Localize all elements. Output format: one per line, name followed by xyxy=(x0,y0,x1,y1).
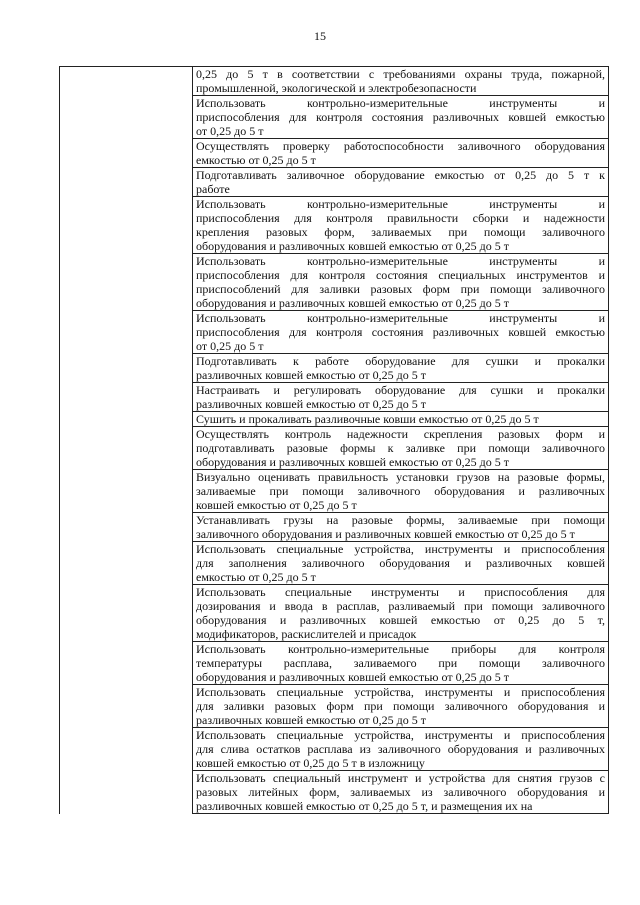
activity-text-line: Настраивать и регулировать оборудование для сушки и прокалки xyxy=(196,383,605,397)
activity-text-line: Осуществлять контроль надежности скрепления разовых форм и xyxy=(196,427,605,441)
activity-text-line: приспособления для контроля состояния разливочных ковшей емкостью xyxy=(196,325,605,339)
activity-text-line: Визуально оценивать правильность установки грузов на разовые формы, xyxy=(196,470,605,484)
activity-cell xyxy=(193,427,609,470)
activity-text-line: разливочных ковшей емкостью от 0,25 до 5 т xyxy=(196,397,427,411)
activity-text-line: модификаторов, раскислителей и присадок xyxy=(196,627,417,641)
activity-text-line: заливаемые при помощи заливочного оборудования и разливочных xyxy=(196,484,605,498)
left-column-cell xyxy=(60,67,193,814)
activity-cell xyxy=(193,254,609,311)
activity-text-line: емкостью от 0,25 до 5 т xyxy=(196,570,316,584)
activity-cell xyxy=(193,542,609,585)
activity-cell xyxy=(193,513,609,542)
activity-text-line: приспособления для контроля правильности сборки и надежности xyxy=(196,211,605,225)
activity-text-line: Использовать специальные устройства, инструменты и приспособления xyxy=(196,542,605,556)
activity-text-line: для слива остатков расплава из заливочного оборудования и разливочных xyxy=(196,742,605,756)
activity-cell xyxy=(193,96,609,139)
activity-text-line: разливочных ковшей емкостью от 0,25 до 5 т xyxy=(196,713,427,727)
activity-text-line: приспособлений для заливки разовых форм при помощи заливочного xyxy=(196,282,605,296)
activity-text-line: Использовать контрольно-измерительные приборы для контроля xyxy=(196,642,605,656)
activity-cell xyxy=(193,383,609,412)
activity-text-line: дозирования и ввода в расплав, разливаемый при помощи заливочного xyxy=(196,599,605,613)
activity-text-line: крепления разовых форм, заливаемых при помощи заливочного xyxy=(196,225,605,239)
activity-text-line: ковшей емкостью от 0,25 до 5 т xyxy=(196,498,357,512)
activity-text-line: температуры расплава, заливаемого при помощи заливочного xyxy=(196,656,605,670)
activity-cell xyxy=(193,67,609,96)
activity-text-line: работе xyxy=(196,182,230,196)
activity-text-line: 0,25 до 5 т в соответствии с требованиями охраны труда, пожарной, xyxy=(196,67,605,81)
activity-text-line: Использовать контрольно-измерительные инструменты и xyxy=(196,96,605,110)
activity-text-line: приспособления для контроля состояния разливочных ковшей емкостью xyxy=(196,110,605,124)
table-row xyxy=(60,67,609,96)
activity-text-line: Использовать контрольно-измерительные инструменты и xyxy=(196,197,605,211)
activity-cell xyxy=(193,168,609,197)
activity-text-line: Осуществлять проверку работоспособности заливочного оборудования xyxy=(196,139,605,153)
page-number: 15 xyxy=(314,29,326,43)
activity-text-line: для заливки разовых форм при помощи заливочного оборудования и xyxy=(196,699,605,713)
activity-cell xyxy=(193,642,609,685)
activity-text-line: оборудования и разливочных ковшей емкостью от 0,25 до 5 т xyxy=(196,296,509,310)
activity-text-line: разливочных ковшей емкостью от 0,25 до 5 т xyxy=(196,368,427,382)
competency-table xyxy=(59,66,609,814)
activity-text-line: подготавливать разовые формы к заливке при помощи заливочного xyxy=(196,441,605,455)
activity-text-line: промышленной, экологической и электробезопасности xyxy=(196,81,477,95)
activity-text-line: заливочного оборудования и разливочных ковшей емкостью от 0,25 до 5 т xyxy=(196,527,575,541)
activity-cell xyxy=(193,412,609,427)
activity-text-line: Сушить и прокаливать разливочные ковши емкостью от 0,25 до 5 т xyxy=(196,412,539,426)
activity-text-line: разливочных ковшей емкостью от 0,25 до 5 т, и размещения их на xyxy=(196,799,533,813)
activity-cell xyxy=(193,728,609,771)
activity-cell xyxy=(193,139,609,168)
activity-text-line: для заполнения заливочного оборудования и разливочных ковшей xyxy=(196,556,605,570)
activity-text-line: Использовать контрольно-измерительные инструменты и xyxy=(196,311,605,325)
activity-text-line: от 0,25 до 5 т xyxy=(196,339,264,353)
activity-text-line: Использовать специальные устройства, инструменты и приспособления xyxy=(196,685,605,699)
activity-cell xyxy=(193,197,609,254)
activity-cell xyxy=(193,685,609,728)
activity-cell xyxy=(193,771,609,814)
activity-cell xyxy=(193,470,609,513)
activity-cell xyxy=(193,354,609,383)
activity-text-line: разовых литейных форм, заливаемых из заливочного оборудования и xyxy=(196,785,605,799)
activity-text-line: от 0,25 до 5 т xyxy=(196,124,264,138)
table-body xyxy=(60,67,609,814)
activity-text-line: оборудования и разливочных ковшей емкостью от 0,25 до 5 т, xyxy=(196,613,605,627)
activity-cell xyxy=(193,311,609,354)
activity-text-line: Устанавливать грузы на разовые формы, заливаемые при помощи xyxy=(196,513,605,527)
activity-text-line: оборудования и разливочных ковшей емкостью от 0,25 до 5 т xyxy=(196,455,509,469)
activity-text-line: Использовать специальные устройства, инструменты и приспособления xyxy=(196,728,605,742)
activity-text-line: Использовать специальные инструменты и приспособления для xyxy=(196,585,605,599)
activity-text-line: Подготавливать к работе оборудование для сушки и прокалки xyxy=(196,354,605,368)
activity-text-line: оборудования и разливочных ковшей емкостью от 0,25 до 5 т xyxy=(196,239,509,253)
activity-text-line: Подготавливать заливочное оборудование емкостью от 0,25 до 5 т к xyxy=(196,168,605,182)
activity-text-line: оборудования и разливочных ковшей емкостью от 0,25 до 5 т xyxy=(196,670,509,684)
activity-text-line: емкостью от 0,25 до 5 т xyxy=(196,153,316,167)
activity-cell xyxy=(193,585,609,642)
activity-text-line: Использовать контрольно-измерительные инструменты и xyxy=(196,254,605,268)
activity-text-line: ковшей емкостью от 0,25 до 5 т в изложницу xyxy=(196,756,425,770)
activity-text-line: приспособления для контроля состояния специальных инструментов и xyxy=(196,268,605,282)
activity-text-line: Использовать специальный инструмент и устройства для снятия грузов с xyxy=(196,771,605,785)
